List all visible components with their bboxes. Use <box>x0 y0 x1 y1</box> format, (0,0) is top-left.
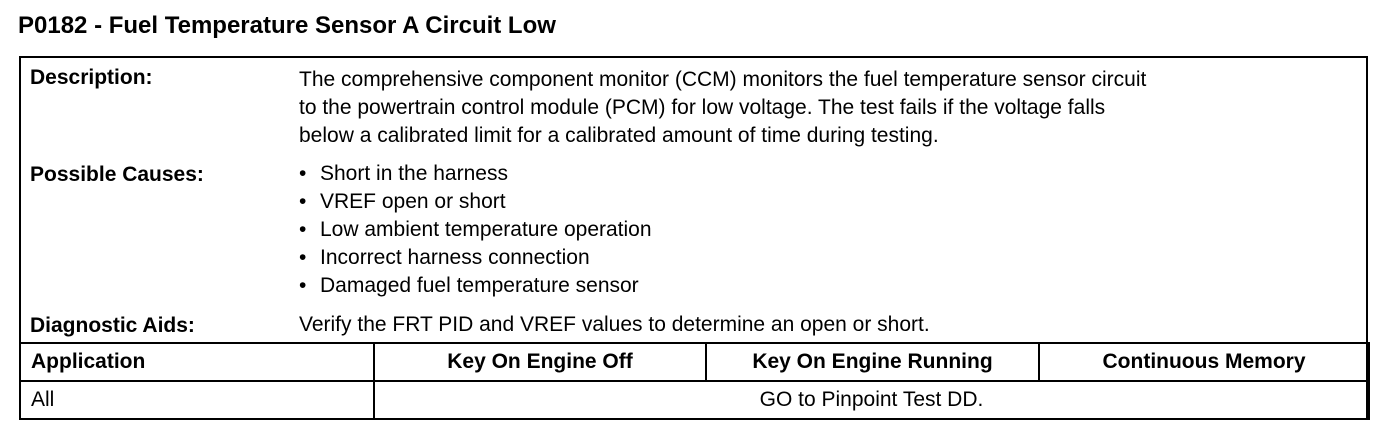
bullet-icon: • <box>299 246 307 269</box>
action-cell: GO to Pinpoint Test DD. <box>374 381 1369 419</box>
column-header-key-on-engine-running: Key On Engine Running <box>706 343 1039 381</box>
possible-causes-label: Possible Causes: <box>30 163 204 186</box>
possible-causes-list-wrap <box>299 160 652 300</box>
description-line: below a calibrated limit for a calibrated amount of time during testing. <box>299 124 939 147</box>
list-item <box>299 216 652 244</box>
column-header-application: Application <box>20 343 374 381</box>
bullet-icon: • <box>299 274 307 297</box>
list-item <box>299 188 652 216</box>
page-title: P0182 - Fuel Temperature Sensor A Circuit Low <box>18 12 556 39</box>
column-header-continuous-memory: Continuous Memory <box>1039 343 1369 381</box>
cause-text: VREF open or short <box>320 190 506 213</box>
cause-text: Low ambient temperature operation <box>320 218 652 241</box>
column-header-key-on-engine-off: Key On Engine Off <box>374 343 706 381</box>
table-header-row <box>20 343 1369 381</box>
application-table <box>19 342 1370 420</box>
list-item <box>299 160 652 188</box>
cause-text: Damaged fuel temperature sensor <box>320 274 639 297</box>
list-item <box>299 272 652 300</box>
description-label: Description: <box>30 66 153 89</box>
list-item <box>299 244 652 272</box>
diagnostic-aids-text: Verify the FRT PID and VREF values to determine an open or short. <box>299 313 930 336</box>
table-row <box>20 381 1369 419</box>
application-cell: All <box>20 381 374 419</box>
diagnostic-aids-label: Diagnostic Aids: <box>30 314 195 337</box>
cause-text: Short in the harness <box>320 162 508 185</box>
description-line: to the powertrain control module (PCM) for low voltage. The test fails if the voltage falls <box>299 96 1106 119</box>
bullet-icon: • <box>299 190 307 213</box>
description-line: The comprehensive component monitor (CCM) monitors the fuel temperature sensor circuit <box>299 68 1147 91</box>
possible-causes-list <box>299 160 652 300</box>
bullet-icon: • <box>299 218 307 241</box>
bullet-icon: • <box>299 162 307 185</box>
cause-text: Incorrect harness connection <box>320 246 590 269</box>
description-text <box>299 66 1146 150</box>
